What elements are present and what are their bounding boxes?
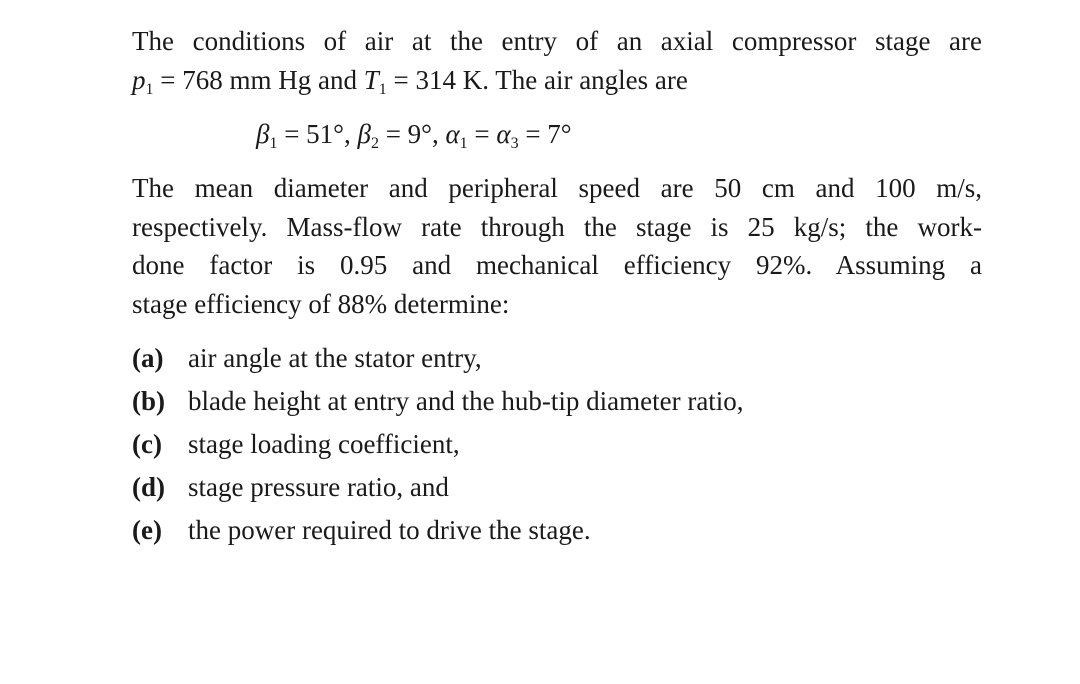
question-list [132,337,982,552]
beta2-subscript: 2 [370,135,379,152]
item-text: air angle at the stator entry, [188,343,482,373]
list-item [132,337,982,380]
beta2-value: = 9°, [378,119,446,149]
alpha1-value: = [467,119,497,149]
intro-line-2 [132,61,982,110]
body-line-4: stage efficiency of 88% determine: [132,288,510,319]
intro-paragraph [132,22,982,109]
problem-statement [132,22,982,552]
alpha3-symbol: α [496,119,511,149]
item-text: stage pressure ratio, and [188,472,449,502]
list-item [132,466,982,509]
item-label: (c) [132,429,162,459]
pressure-subscript: 1 [145,80,154,98]
beta2-symbol: β [357,119,371,149]
list-item [132,423,982,466]
alpha1-symbol: α [445,119,460,149]
alpha1-subscript: 1 [459,135,468,152]
body-line-2: respectively. Mass-flow rate through the stage is 25 kg/s; the work- [132,211,982,242]
item-text: stage loading coefficient, [188,429,460,459]
air-angles-equation [132,115,982,163]
list-item [132,380,982,423]
pressure-value: = 768 mm Hg and [153,64,364,95]
temperature-subscript: 1 [378,80,387,98]
beta1-subscript: 1 [269,135,278,152]
item-label: (a) [132,343,164,373]
item-label: (d) [132,472,165,502]
beta1-symbol: β [256,119,270,149]
alpha3-value: = 7° [518,119,572,149]
body-line-3: done factor is 0.95 and mechanical efficiency 92%. Assuming a [132,250,982,280]
item-label: (e) [132,515,162,545]
pressure-symbol: p [132,64,146,95]
intro-line-1: The conditions of air at the entry of an axial compressor stage are [132,26,982,56]
alpha3-subscript: 3 [510,135,519,152]
temperature-symbol: T [363,64,379,95]
item-label: (b) [132,386,165,416]
item-text: blade height at entry and the hub-tip diameter ratio, [188,386,744,416]
beta1-value: = 51°, [277,119,358,149]
body-paragraph [132,169,982,323]
body-line-1: The mean diameter and peripheral speed are 50 cm and 100 m/s, [132,173,982,203]
list-item [132,509,982,552]
temperature-value: = 314 K. The air angles are [386,64,688,95]
item-text: the power required to drive the stage. [188,515,591,545]
